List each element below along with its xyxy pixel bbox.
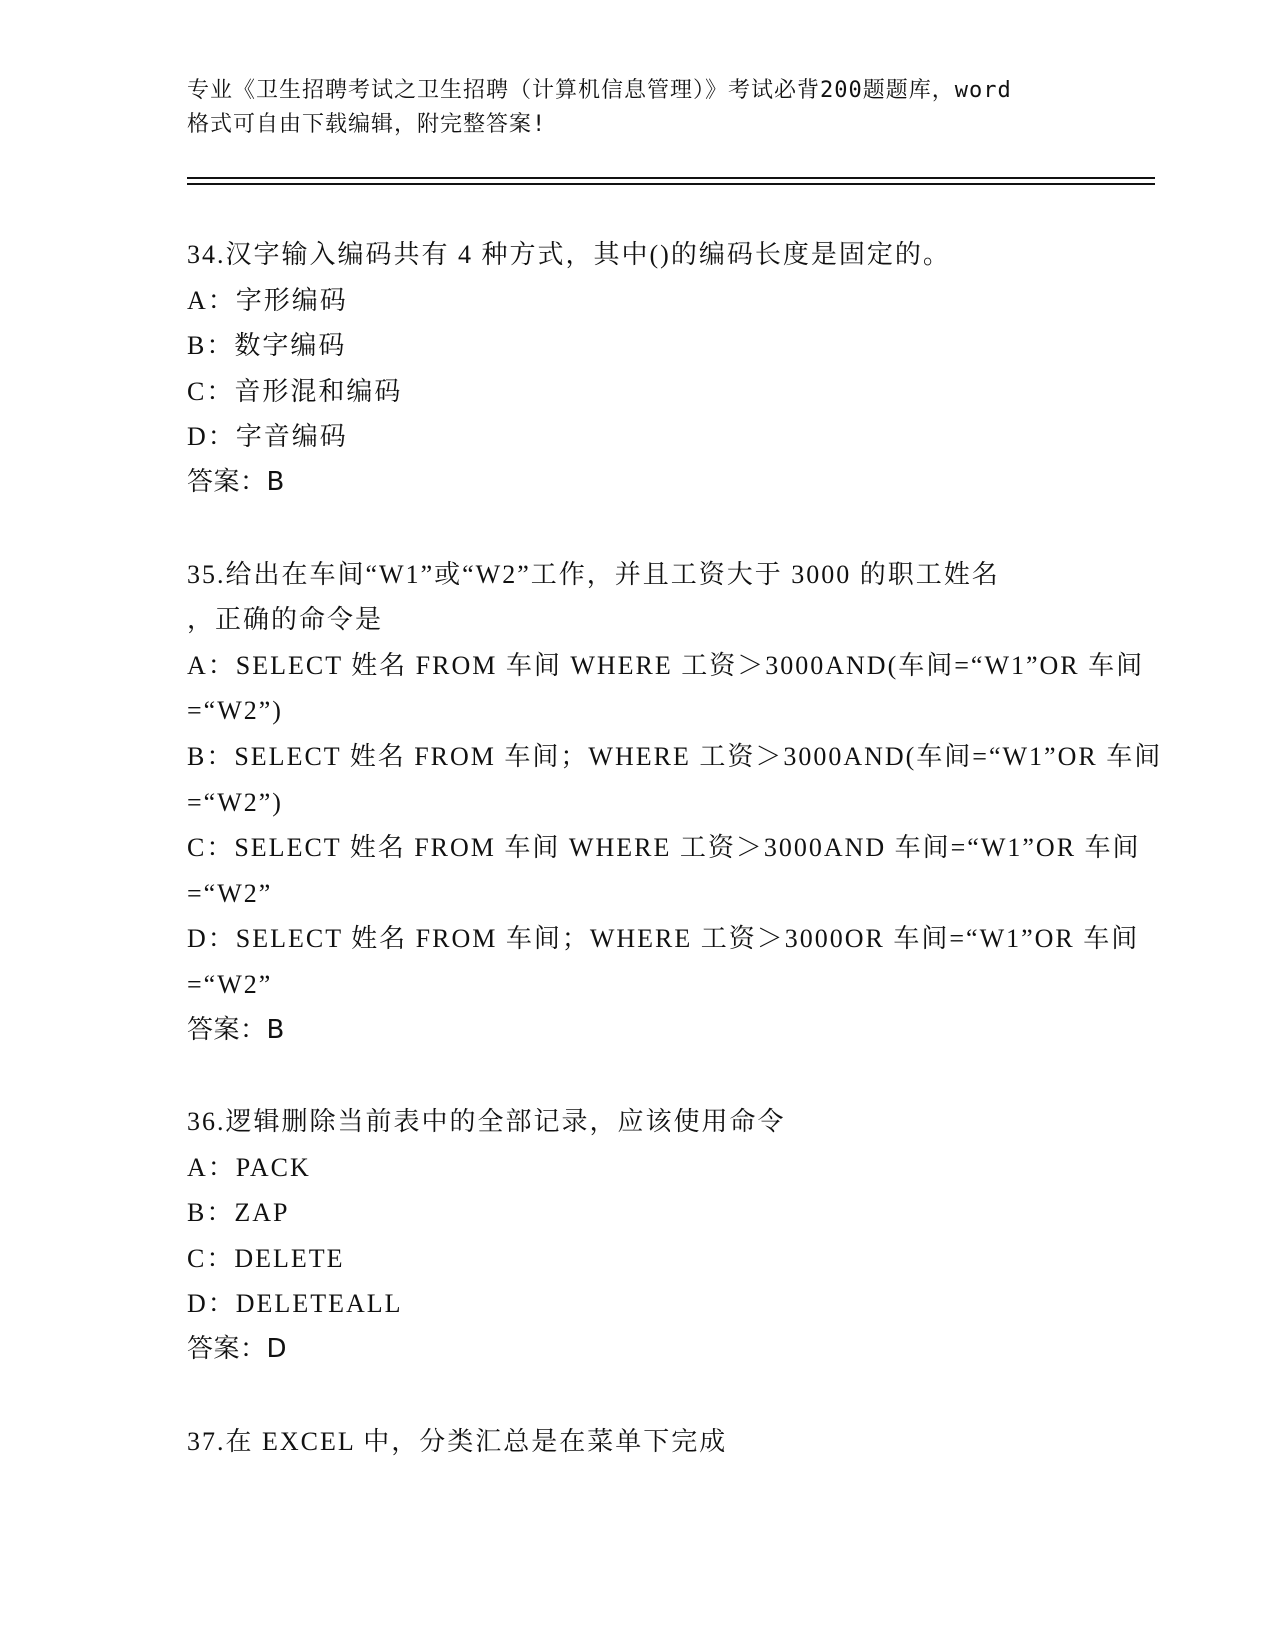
answer-line: 答案：B	[187, 1014, 285, 1045]
answer-line: 答案：D	[187, 1334, 288, 1365]
question-stem: 35.给出在车间“W1”或“W2”工作，并且工资大于 3000 的职工姓名	[187, 559, 1000, 589]
answer-line: 答案：B	[187, 466, 285, 497]
question-stem: 36.逻辑删除当前表中的全部记录，应该使用命令	[187, 1107, 786, 1137]
option-line: A：字形编码	[187, 285, 348, 315]
header-divider	[187, 183, 1155, 185]
option-line: A：SELECT 姓名 FROM 车间 WHERE 工资＞3000AND(车间=“W1”OR 车间	[187, 650, 1145, 680]
question-stem: 37.在 EXCEL 中，分类汇总是在菜单下完成	[187, 1426, 728, 1456]
option-line: A：PACK	[187, 1152, 311, 1182]
option-line: =“W2”	[187, 878, 273, 908]
question-stem: ，正确的命令是	[187, 605, 384, 635]
header-divider	[187, 177, 1155, 179]
question-spacer	[187, 506, 1137, 552]
question-spacer	[187, 1053, 1137, 1099]
option-line: =“W2”)	[187, 787, 283, 817]
question-block	[187, 1099, 1137, 1373]
question-block	[187, 232, 1137, 506]
question-spacer	[187, 1373, 1137, 1419]
header-line: 专业《卫生招聘考试之卫生招聘（计算机信息管理）》考试必背200题题库，word	[187, 78, 1012, 103]
option-line: D：SELECT 姓名 FROM 车间；WHERE 工资＞3000OR 车间=“W1”OR 车间	[187, 924, 1140, 954]
document-header	[187, 74, 1087, 142]
question-stem: 34.汉字输入编码共有 4 种方式，其中()的编码长度是固定的。	[187, 240, 951, 269]
option-line: D：DELETEALL	[187, 1289, 403, 1319]
option-line: C：SELECT 姓名 FROM 车间 WHERE 工资＞3000AND 车间=“W1”OR 车间	[187, 833, 1141, 863]
option-line: B：数字编码	[187, 331, 347, 361]
question-list	[187, 232, 1163, 1464]
option-line: =“W2”	[187, 969, 273, 999]
header-line: 格式可自由下载编辑，附完整答案!	[187, 112, 547, 137]
question-block	[187, 1419, 1137, 1465]
option-line: C：DELETE	[187, 1243, 345, 1273]
option-line: =“W2”)	[187, 696, 283, 726]
question-block	[187, 552, 1163, 1054]
option-line: B：ZAP	[187, 1198, 290, 1228]
option-line: D：字音编码	[187, 422, 348, 452]
option-line: B：SELECT 姓名 FROM 车间；WHERE 工资＞3000AND(车间=“W1”OR 车间	[187, 741, 1163, 771]
option-line: C：音形混和编码	[187, 376, 403, 406]
